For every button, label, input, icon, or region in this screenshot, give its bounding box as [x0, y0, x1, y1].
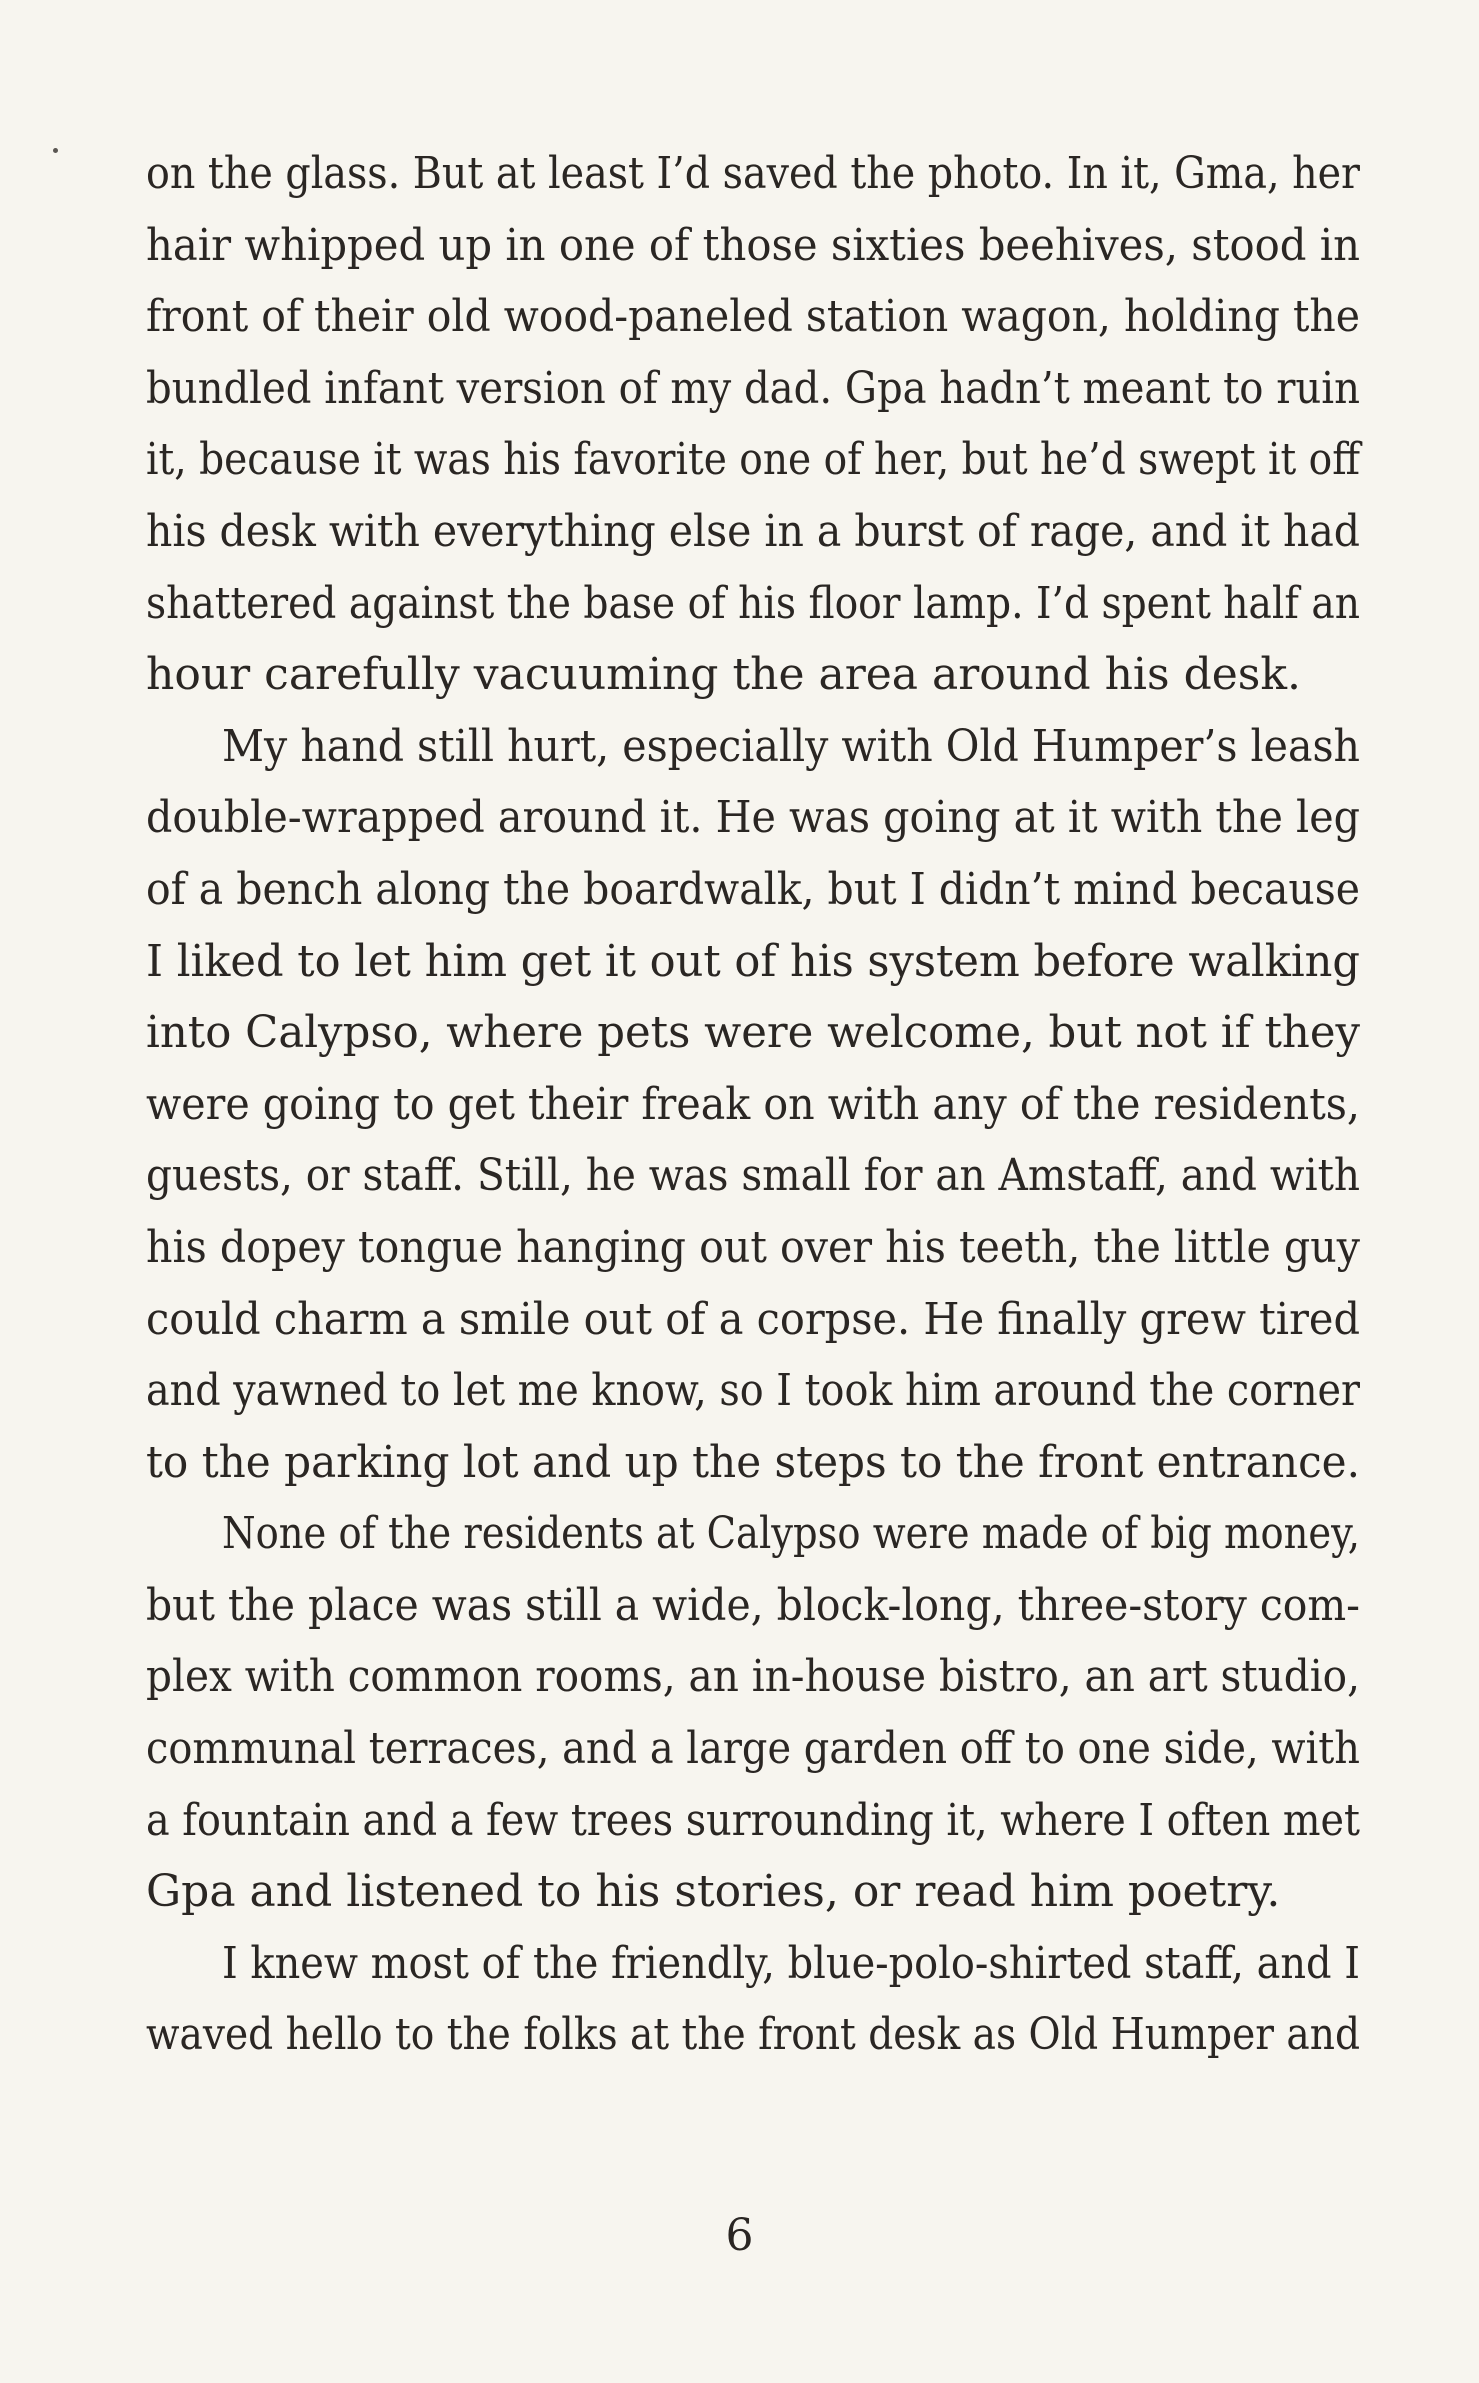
text-line: waved hello to the folks at the front desk as Old Humper and	[146, 2009, 1360, 2061]
text-line: guests, or staff. Still, he was small for an Amstaff, and with	[146, 1150, 1360, 1202]
text-line: Gpa and listened to his stories, or read him poetry.	[146, 1866, 1281, 1918]
page-number: 6	[725, 2210, 754, 2261]
text-line: it, because it was his favorite one of her, but he’d swept it off	[146, 434, 1360, 486]
text-line: hour carefully vacuuming the area around his desk.	[146, 649, 1301, 701]
body-text	[146, 138, 1360, 2071]
text-line: into Calypso, where pets were welcome, but not if they	[146, 1007, 1360, 1059]
text-line: My hand still hurt, especially with Old Humper’s leash	[222, 720, 1360, 772]
text-line: double-wrapped around it. He was going at it with the leg	[146, 792, 1360, 844]
stray-ink-mark	[53, 148, 58, 153]
text-line: were going to get their freak on with any of the residents,	[146, 1078, 1360, 1130]
text-line: I knew most of the friendly, blue-polo-shirted staff, and I	[222, 1937, 1360, 1989]
text-line: could charm a smile out of a corpse. He finally grew tired	[146, 1293, 1360, 1345]
text-line: plex with common rooms, an in-house bistro, an art studio,	[146, 1651, 1360, 1703]
text-line: on the glass. But at least I’d saved the photo. In it, Gma, her	[146, 148, 1360, 199]
text-line: his desk with everything else in a burst of rage, and it had	[146, 505, 1360, 557]
text-line: hair whipped up in one of those sixties beehives, stood in	[146, 219, 1360, 271]
text-line: to the parking lot and up the steps to the front entrance.	[146, 1436, 1360, 1488]
text-line: a fountain and a few trees surrounding it, where I often met	[146, 1794, 1360, 1846]
text-line: shattered against the base of his floor lamp. I’d spent half an	[146, 577, 1360, 629]
text-line: but the place was still a wide, block-long, three-story com-	[146, 1579, 1360, 1631]
text-line: I liked to let him get it out of his system before walking	[146, 935, 1360, 987]
text-line: None of the residents at Calypso were made of big money,	[222, 1508, 1360, 1560]
text-line: his dopey tongue hanging out over his teeth, the little guy	[146, 1221, 1360, 1273]
text-line: and yawned to let me know, so I took him around the corner	[146, 1365, 1360, 1417]
text-line: front of their old wood-paneled station wagon, holding the	[146, 291, 1360, 343]
text-line: of a bench along the boardwalk, but I didn’t mind because	[146, 863, 1360, 915]
text-line: communal terraces, and a large garden off to one side, with	[146, 1723, 1360, 1775]
text-line: bundled infant version of my dad. Gpa hadn’t meant to ruin	[146, 362, 1360, 414]
